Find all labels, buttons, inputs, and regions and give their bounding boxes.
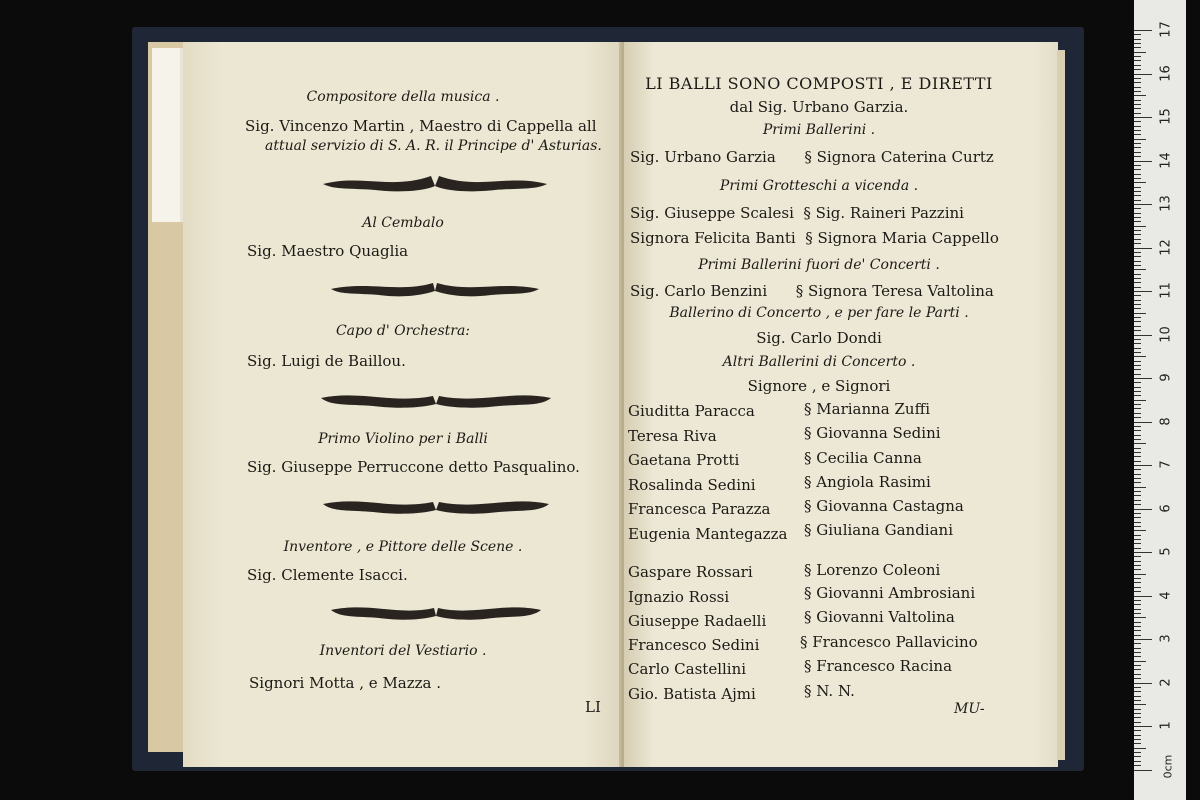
ruler-tick xyxy=(1134,400,1146,401)
ruler-tick xyxy=(1134,230,1141,231)
ruler-tick xyxy=(1134,587,1141,588)
ruler-tick xyxy=(1134,739,1141,740)
ruler-tick xyxy=(1134,287,1141,288)
composer-name-line: Sig. Vincenzo Martin , Maestro di Cappella all xyxy=(245,117,597,135)
ornament-1 xyxy=(321,172,549,194)
ruler-tick xyxy=(1134,413,1141,414)
heading-violin: Primo Violino per i Balli xyxy=(318,431,488,447)
ruler-tick xyxy=(1134,335,1152,336)
dancer-left: Teresa Riva xyxy=(628,427,717,445)
ruler-tick xyxy=(1134,256,1141,257)
ruler-tick xyxy=(1134,208,1141,209)
ruler-tick xyxy=(1134,522,1141,523)
ruler-number: 17 xyxy=(1158,21,1174,38)
ruler-tick xyxy=(1134,461,1141,462)
ruler-number: 8 xyxy=(1158,416,1174,426)
ruler-tick xyxy=(1134,582,1141,583)
ruler-tick xyxy=(1134,748,1146,749)
ruler-tick xyxy=(1134,65,1141,66)
ruler-tick xyxy=(1134,374,1141,375)
ruler-tick xyxy=(1134,252,1141,253)
ruler-tick xyxy=(1134,39,1141,40)
ruler-tick xyxy=(1134,635,1141,636)
dancer-right: § Giovanni Valtolina xyxy=(804,608,955,626)
ruler-tick xyxy=(1134,69,1141,70)
ruler-tick xyxy=(1134,165,1141,166)
ruler-number: 5 xyxy=(1158,547,1174,556)
page-signature: LI xyxy=(585,698,601,716)
ruler-tick xyxy=(1134,369,1141,370)
ruler-tick xyxy=(1134,161,1152,162)
ruler-tick xyxy=(1134,569,1141,570)
ruler-tick xyxy=(1134,291,1152,292)
dancer-right: § Francesco Racina xyxy=(804,657,953,675)
ruler-tick xyxy=(1134,622,1141,623)
ornament-4 xyxy=(321,494,551,516)
ruler-tick xyxy=(1134,648,1141,649)
ruler-tick xyxy=(1134,696,1141,697)
heading-costumes: Inventori del Vestiario . xyxy=(319,643,487,659)
dancer-right: § Angiola Rasimi xyxy=(804,473,931,491)
scenes-name: Sig. Clemente Isacci. xyxy=(247,566,408,584)
ruler-tick xyxy=(1134,91,1141,92)
ruler-tick xyxy=(1134,147,1141,148)
ruler-unit: 0cm xyxy=(1161,754,1175,779)
ruler-tick xyxy=(1134,74,1152,75)
paper-tab xyxy=(152,48,182,222)
violin-name: Sig. Giuseppe Perruccone detto Pasqualino. xyxy=(247,458,580,476)
ruler-tick xyxy=(1134,47,1141,48)
ruler-tick xyxy=(1134,382,1141,383)
ruler-tick xyxy=(1134,704,1146,705)
heading-scenes: Inventore , e Pittore delle Scene . xyxy=(283,539,523,555)
ballet-director: dal Sig. Urbano Garzia. xyxy=(729,98,909,116)
ruler-tick xyxy=(1134,156,1141,157)
heading-fuori-concerti: Primi Ballerini fuori de' Concerti . xyxy=(698,257,940,273)
ruler-tick xyxy=(1134,726,1152,727)
ruler-tick xyxy=(1134,152,1141,153)
ruler-tick xyxy=(1134,452,1141,453)
ruler-tick xyxy=(1134,248,1152,249)
ruler-tick xyxy=(1134,548,1141,549)
ruler-tick xyxy=(1134,678,1141,679)
ruler-number: 9 xyxy=(1158,373,1174,382)
heading-ballerino-concerto: Ballerino di Concerto , e per fare le Parti . xyxy=(669,305,969,321)
ruler-tick xyxy=(1134,317,1141,318)
ruler-tick xyxy=(1134,752,1141,753)
ruler-tick xyxy=(1134,139,1146,140)
ruler-tick xyxy=(1134,321,1141,322)
dancer-right: § Lorenzo Coleoni xyxy=(804,561,941,579)
ruler-tick xyxy=(1134,274,1141,275)
heading-cembalo: Al Cembalo xyxy=(362,215,444,231)
ruler-tick xyxy=(1134,469,1141,470)
dancer-left: Carlo Castellini xyxy=(628,660,747,678)
ruler-tick xyxy=(1134,439,1141,440)
ruler-tick xyxy=(1134,443,1146,444)
ornament-3 xyxy=(319,388,553,410)
ornament-2 xyxy=(329,279,541,299)
dancer-left: Gaetana Protti xyxy=(628,451,740,469)
ruler-tick xyxy=(1134,770,1152,771)
ruler-tick xyxy=(1134,691,1141,692)
ruler-tick xyxy=(1134,556,1141,557)
ruler-tick xyxy=(1134,34,1141,35)
ruler-tick xyxy=(1134,395,1141,396)
ruler-tick xyxy=(1134,391,1141,392)
ruler-tick xyxy=(1134,330,1141,331)
ruler-tick xyxy=(1134,361,1141,362)
ruler-tick xyxy=(1134,295,1141,296)
ruler-tick xyxy=(1134,82,1141,83)
ruler-tick xyxy=(1134,308,1141,309)
ruler-tick xyxy=(1134,174,1141,175)
ruler-tick xyxy=(1134,730,1141,731)
ruler-tick xyxy=(1134,435,1141,436)
dancer-right: § N. N. xyxy=(804,682,855,700)
ruler-tick xyxy=(1134,756,1141,757)
ruler-tick xyxy=(1134,709,1141,710)
ruler-tick xyxy=(1134,265,1141,266)
ruler-tick xyxy=(1134,408,1141,409)
heading-grotteschi: Primi Grotteschi a vicenda . xyxy=(719,178,919,194)
ruler-tick xyxy=(1134,326,1141,327)
ruler-tick xyxy=(1134,652,1141,653)
ruler-tick xyxy=(1134,343,1141,344)
left-page xyxy=(183,42,623,767)
ruler-number: 7 xyxy=(1158,460,1174,469)
ruler-tick xyxy=(1134,200,1141,201)
ruler-tick xyxy=(1134,687,1141,688)
ruler-tick xyxy=(1134,143,1141,144)
ruler-number: 1 xyxy=(1158,721,1174,730)
ruler-tick xyxy=(1134,387,1141,388)
ruler-tick xyxy=(1134,426,1141,427)
ruler-tick xyxy=(1134,683,1152,684)
ruler-tick xyxy=(1134,617,1146,618)
dancer-right: § Giovanna Castagna xyxy=(804,497,964,515)
ruler-tick xyxy=(1134,487,1146,488)
dancer-left: Francesca Parazza xyxy=(628,500,771,518)
ruler-tick xyxy=(1134,613,1141,614)
ruler-tick xyxy=(1134,665,1141,666)
dancer-left: Ignazio Rossi xyxy=(628,588,730,606)
ruler-tick xyxy=(1134,517,1141,518)
heading-altri-ballerini: Altri Ballerini di Concerto . xyxy=(722,354,916,370)
ruler-tick xyxy=(1134,639,1152,640)
ruler-number: 2 xyxy=(1158,677,1174,687)
ruler-tick xyxy=(1134,417,1141,418)
ornament-5 xyxy=(329,600,543,622)
ruler-tick xyxy=(1134,121,1141,122)
ruler-tick xyxy=(1134,30,1152,31)
heading-composer: Compositore della musica . xyxy=(306,89,500,105)
orchestra-leader-name: Sig. Luigi de Baillou. xyxy=(247,352,406,370)
heading-orchestra: Capo d' Orchestra: xyxy=(335,323,471,339)
ruler-tick xyxy=(1134,474,1141,475)
ruler-tick xyxy=(1134,596,1152,597)
right-page xyxy=(624,42,1058,767)
ruler-tick xyxy=(1134,169,1141,170)
ruler-tick xyxy=(1134,243,1141,244)
dancer-left: Gaspare Rossari xyxy=(628,563,753,581)
ruler-tick xyxy=(1134,100,1141,101)
ruler-tick xyxy=(1134,422,1152,423)
ruler-tick xyxy=(1134,761,1141,762)
ruler-tick xyxy=(1134,765,1141,766)
ruler-tick xyxy=(1134,221,1141,222)
ruler-tick xyxy=(1134,178,1141,179)
ruler-tick xyxy=(1134,43,1141,44)
ruler-tick xyxy=(1134,674,1141,675)
ruler-tick xyxy=(1134,504,1141,505)
primi-ballerini-line: Sig. Urbano Garzia § Signora Caterina Curtz xyxy=(630,148,994,166)
ruler-tick xyxy=(1134,430,1141,431)
ruler-tick xyxy=(1134,574,1146,575)
ruler-tick xyxy=(1134,365,1141,366)
ruler-tick xyxy=(1134,191,1141,192)
ruler-tick xyxy=(1134,500,1141,501)
dancer-left: Giuditta Paracca xyxy=(628,402,755,420)
ruler-tick xyxy=(1134,513,1141,514)
ruler-tick xyxy=(1134,130,1141,131)
dancer-left: Rosalinda Sedini xyxy=(628,476,756,494)
grotteschi-line-1: Sig. Giuseppe Scalesi § Sig. Raineri Pazzini xyxy=(630,204,964,222)
ballet-heading: LI BALLI SONO COMPOSTI , E DIRETTI xyxy=(645,74,993,93)
ruler-tick xyxy=(1134,448,1141,449)
ruler-number: 11 xyxy=(1158,282,1174,299)
dancer-right: § Giovanna Sedini xyxy=(804,424,941,442)
ruler-tick xyxy=(1134,643,1141,644)
fuori-concerti-line: Sig. Carlo Benzini § Signora Teresa Valtolina xyxy=(630,282,994,300)
dancer-right: § Marianna Zuffi xyxy=(804,400,931,418)
ruler-tick xyxy=(1134,543,1141,544)
ruler-tick xyxy=(1134,187,1141,188)
ruler-tick xyxy=(1134,226,1146,227)
ruler-tick xyxy=(1134,261,1141,262)
ruler-number: 3 xyxy=(1158,634,1174,643)
ruler-tick xyxy=(1134,204,1152,205)
ruler-tick xyxy=(1134,509,1152,510)
ruler-tick xyxy=(1134,278,1141,279)
ruler-tick xyxy=(1134,378,1152,379)
catchword: MU- xyxy=(954,701,985,717)
dancer-right: § Francesco Pallavicino xyxy=(800,633,978,651)
ruler-tick xyxy=(1134,700,1141,701)
ruler-tick xyxy=(1134,313,1146,314)
dancer-left: Eugenia Mantegazza xyxy=(628,525,788,543)
ruler-tick xyxy=(1134,52,1146,53)
ruler-number: 13 xyxy=(1158,195,1174,212)
ruler-tick xyxy=(1134,465,1152,466)
ruler-tick xyxy=(1134,539,1141,540)
ruler-tick xyxy=(1134,348,1141,349)
ruler-tick xyxy=(1134,56,1141,57)
ruler-tick xyxy=(1134,182,1146,183)
ruler-tick xyxy=(1134,491,1141,492)
ruler-tick xyxy=(1134,717,1141,718)
ruler-tick xyxy=(1134,239,1141,240)
ruler-tick xyxy=(1134,713,1141,714)
ruler-tick xyxy=(1134,735,1141,736)
ruler-number: 14 xyxy=(1158,151,1174,169)
ruler-tick xyxy=(1134,478,1141,479)
dancer-left: Francesco Sedini xyxy=(628,636,760,654)
ruler-tick xyxy=(1134,113,1141,114)
ruler-tick xyxy=(1134,356,1146,357)
ruler-number: 12 xyxy=(1158,238,1174,256)
dancer-right: § Giuliana Gandiani xyxy=(804,521,954,539)
ruler-tick xyxy=(1134,669,1141,670)
dancer-left: Giuseppe Radaelli xyxy=(628,612,767,630)
ruler-tick xyxy=(1134,78,1141,79)
ruler-tick xyxy=(1134,213,1141,214)
ruler-tick xyxy=(1134,456,1141,457)
heading-primi-ballerini: Primi Ballerini . xyxy=(762,122,876,138)
ruler-number: 4 xyxy=(1158,590,1174,600)
ruler-number: 15 xyxy=(1158,108,1174,125)
ruler-tick xyxy=(1134,722,1141,723)
ruler-tick xyxy=(1134,104,1141,105)
ruler-tick xyxy=(1134,482,1141,483)
ruler-tick xyxy=(1134,300,1141,301)
ruler-tick xyxy=(1134,352,1141,353)
ruler-tick xyxy=(1134,561,1141,562)
ruler-tick xyxy=(1134,404,1141,405)
cembalo-name: Sig. Maestro Quaglia xyxy=(247,242,409,260)
ruler-tick xyxy=(1134,195,1141,196)
ruler-tick xyxy=(1134,743,1141,744)
fore-edge xyxy=(1057,50,1065,760)
ruler-tick xyxy=(1134,269,1146,270)
ruler-tick xyxy=(1134,108,1141,109)
ruler-tick xyxy=(1134,661,1146,662)
ruler-tick xyxy=(1134,630,1141,631)
ruler-tick xyxy=(1134,282,1141,283)
ruler-tick xyxy=(1134,126,1141,127)
ruler-tick xyxy=(1134,565,1141,566)
ruler-number: 6 xyxy=(1158,503,1174,513)
composer-title-line: attual servizio di S. A. R. il Principe d' Asturias. xyxy=(265,138,602,154)
ruler-tick xyxy=(1134,117,1152,118)
measuring-ruler xyxy=(1134,0,1186,800)
dancer-left: Gio. Batista Ajmi xyxy=(628,685,756,703)
dancer-right: § Giovanni Ambrosiani xyxy=(804,584,976,602)
ruler-tick xyxy=(1134,95,1146,96)
ruler-tick xyxy=(1134,60,1141,61)
ruler-tick xyxy=(1134,134,1141,135)
ruler-tick xyxy=(1134,604,1141,605)
ruler-tick xyxy=(1134,87,1141,88)
ruler-tick xyxy=(1134,535,1141,536)
ruler-tick xyxy=(1134,578,1141,579)
ruler-tick xyxy=(1134,339,1141,340)
costumes-names: Signori Motta , e Mazza . xyxy=(249,674,442,692)
ruler-tick xyxy=(1134,526,1141,527)
ruler-tick xyxy=(1134,552,1152,553)
ruler-tick xyxy=(1134,217,1141,218)
ballerino-concerto-name: Sig. Carlo Dondi xyxy=(756,329,882,347)
ruler-number: 10 xyxy=(1158,325,1174,343)
ruler-tick xyxy=(1134,530,1146,531)
grotteschi-line-2: Signora Felicita Banti § Signora Maria Cappello xyxy=(630,229,999,247)
heading-signore-signori: Signore , e Signori xyxy=(747,377,891,395)
ruler-tick xyxy=(1134,304,1141,305)
dancer-right: § Cecilia Canna xyxy=(804,449,922,467)
ruler-tick xyxy=(1134,626,1141,627)
ruler-tick xyxy=(1134,591,1141,592)
ruler-tick xyxy=(1134,495,1141,496)
ruler-tick xyxy=(1134,609,1141,610)
ruler-number: 16 xyxy=(1158,64,1174,82)
ruler-tick xyxy=(1134,600,1141,601)
ruler-tick xyxy=(1134,656,1141,657)
ruler-tick xyxy=(1134,234,1141,235)
